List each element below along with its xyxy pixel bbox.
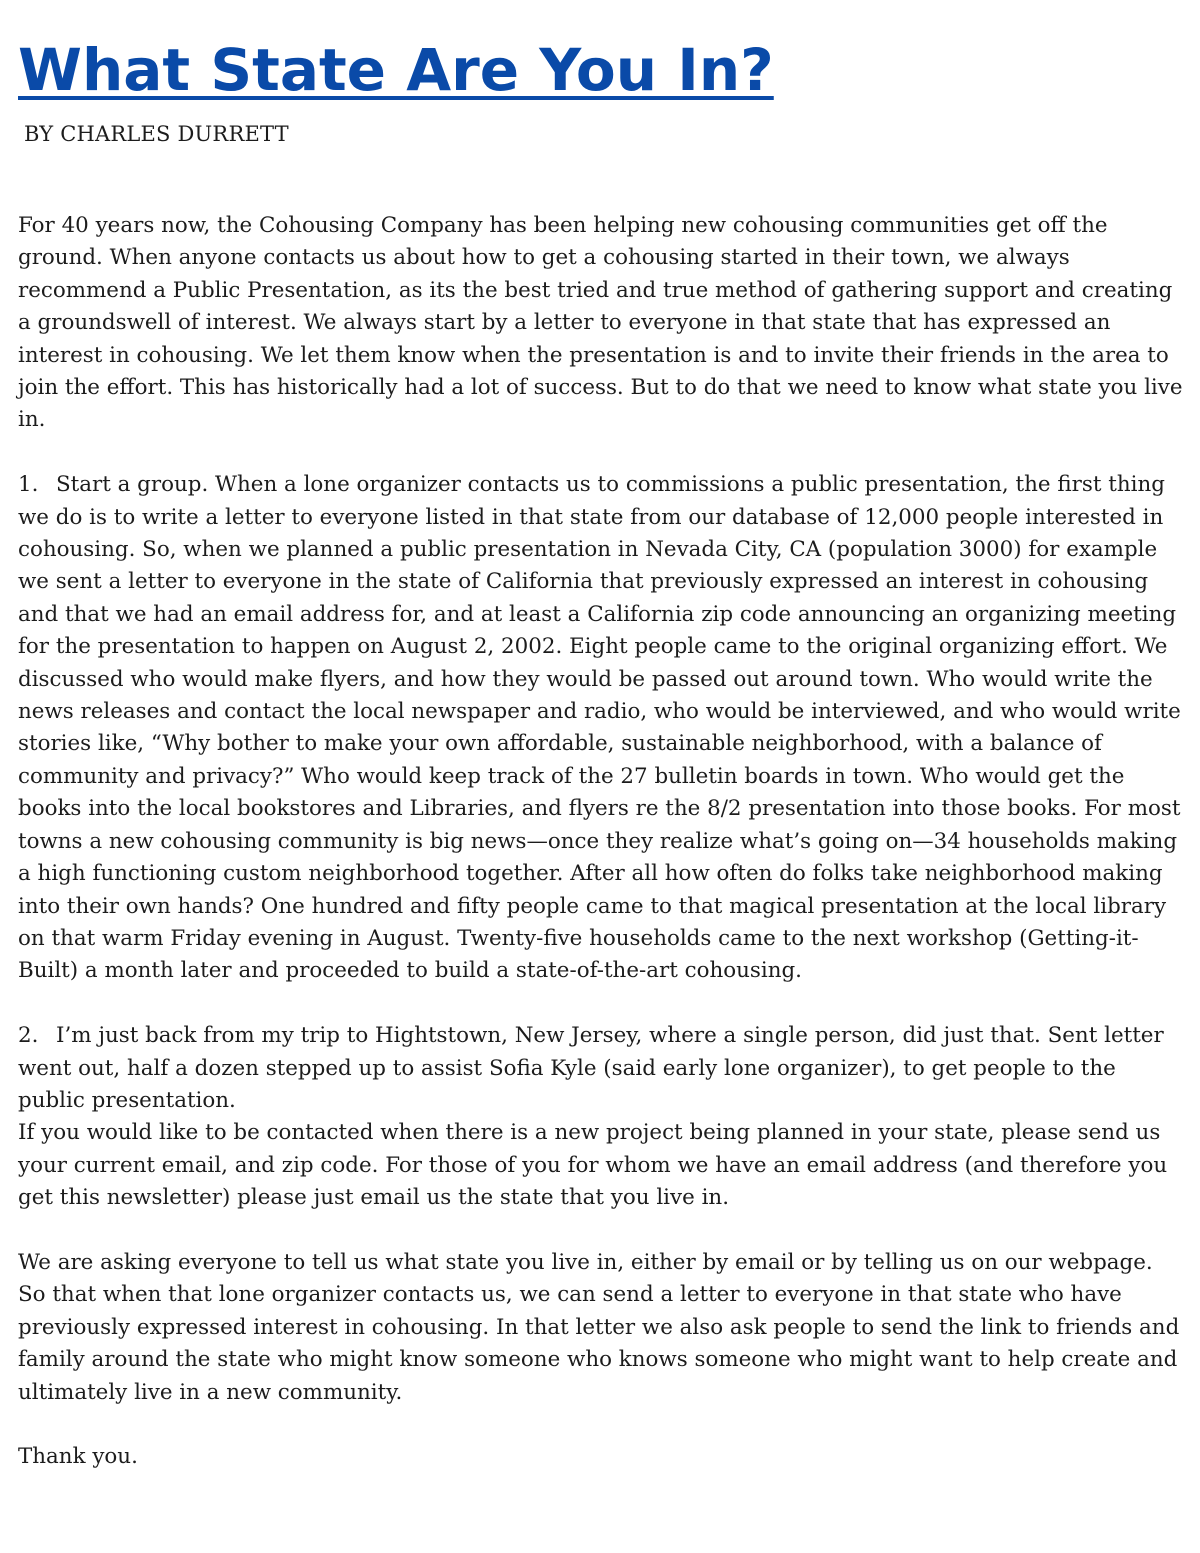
article — [18, 34, 1186, 1474]
intro-paragraph: For 40 years now, the Cohousing Company has been helping new cohousing communities get off the ground. When anyone contacts us about how to get a cohousing started in their town, we always recommend a Public Presentation, as its the best tried and true method of gathering support and creating a groundswell of interest. We always start by a letter to everyone in that state that has expressed an interest in cohousing. We let them know when the presentation is and to invite their friends in the area to join the effort. This has historically had a lot of success. But to do that we need to know what state you live in. — [18, 213, 1183, 433]
ask-paragraph: We are asking everyone to tell us what state you live in, either by email or by telling us on our webpage. So that when that lone organizer contacts us, we can send a letter to everyone in that state who have previously expressed interest in cohousing. In that letter we also ask people to send the link to friends and family around the state who might know someone who knows someone who might want to help create and ultimately live in a new community. — [18, 1249, 1180, 1405]
list-item-number: 2. — [18, 1023, 39, 1049]
list-item-1 — [18, 469, 1186, 988]
list-item-text: I’m just back from my trip to Hightstown, New Jersey, where a single person, did just that. Sent letter went out, half a dozen stepped up to assist Sofia Kyle (said early lone organizer), to get people to the public presentation. — [18, 1023, 1164, 1113]
closing-text: Thank you. — [18, 1444, 138, 1470]
article-title-link[interactable]: What State Are You In? — [18, 36, 774, 104]
list-item-2 — [18, 1020, 1186, 1117]
list-item-number: 1. — [18, 472, 39, 498]
contact-paragraph: If you would like to be contacted when there is a new project being planned in your state, please send us your current email, and zip code. For those of you for whom we have an email address (and therefore you get this newsletter) please just email us the state that you live in. — [18, 1120, 1168, 1211]
list-item-text: Start a group. When a lone organizer contacts us to commissions a public presentation, the first thing we do is to write a letter to everyone listed in that state from our database of 12,000 people interested in cohousing. So, when we planned a public presentation in Nevada City, CA (population 3000) for example we sent a letter to everyone in the state of California that previously expressed an interest in cohousing and that we had an email address for, and at least a California zip code announcing an organizing meeting for the presentation to happen on August 2, 2002. Eight people came to the original organizing effort. We discussed who would make flyers, and how they would be passed out around town. Who would write the news releases and contact the local newspaper and radio, who would be interviewed, and who would write stories like, “Why bother to make your own affordable, sustainable neighborhood, with a balance of community and privacy?” Who would keep track of the 27 bulletin boards in town. Who would get the books into the local bookstores and Libraries, and flyers re the 8/2 presentation into those books. For most towns a new cohousing community is big news—once they realize what’s going on—34 households making a high functioning custom neighborhood together. After all how often do folks take neighborhood making into their own hands? One hundred and fifty people came to that magical presentation at the local library on that warm Friday evening in August. Twenty-five households came to the next workshop (Getting-it-Built) a month later and proceeded to build a state-of-the-art cohousing. — [18, 472, 1181, 984]
byline: BY CHARLES DURRETT — [24, 122, 289, 146]
